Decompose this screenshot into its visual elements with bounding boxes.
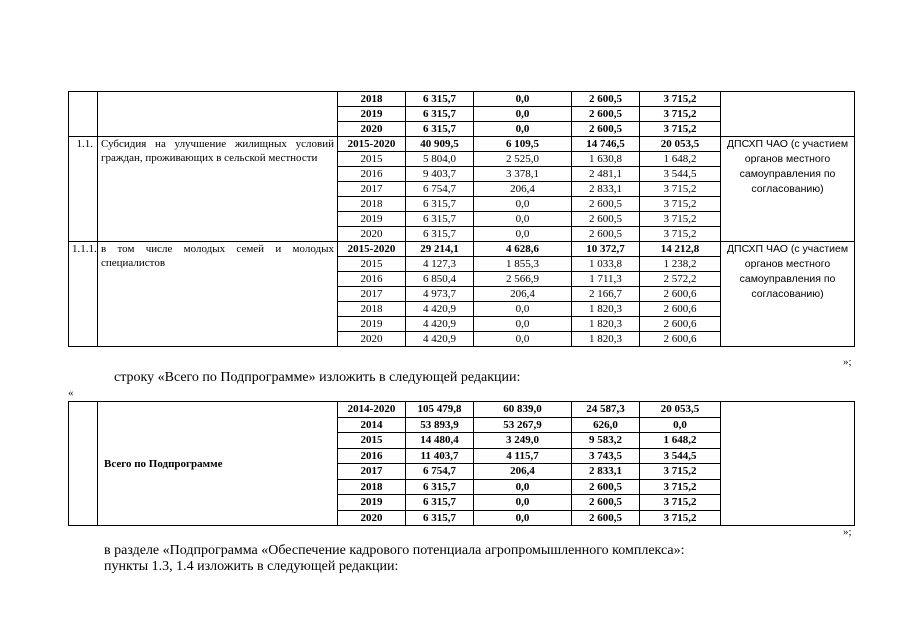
value-cell: 4 115,7 (474, 448, 572, 464)
value-cell: 53 267,9 (474, 417, 572, 433)
value-cell: 206,4 (474, 182, 572, 197)
value-cell: 20 053,5 (640, 402, 721, 418)
value-cell: 2 600,5 (572, 227, 640, 242)
value-cell: 1 238,2 (640, 257, 721, 272)
value-cell: 14 746,5 (572, 137, 640, 152)
value-cell: 60 839,0 (474, 402, 572, 418)
value-cell: 0,0 (474, 92, 572, 107)
value-cell: 0,0 (474, 302, 572, 317)
row-name-cell (98, 92, 338, 137)
row-name-cell: в том числе молодых семей и молодых специалистов (98, 242, 338, 347)
year-cell: 2015 (338, 433, 406, 449)
table-row (69, 137, 855, 152)
total-table-body (69, 402, 855, 526)
year-cell: 2014-2020 (338, 402, 406, 418)
value-cell: 3 715,2 (640, 495, 721, 511)
value-cell: 6 315,7 (406, 510, 474, 526)
year-cell: 2015-2020 (338, 137, 406, 152)
value-cell: 3 544,5 (640, 167, 721, 182)
value-cell: 6 315,7 (406, 495, 474, 511)
value-cell: 2 166,7 (572, 287, 640, 302)
table-row (69, 242, 855, 257)
value-cell: 4 420,9 (406, 317, 474, 332)
value-cell: 2 572,2 (640, 272, 721, 287)
value-cell: 6 315,7 (406, 212, 474, 227)
value-cell: 3 715,2 (640, 197, 721, 212)
value-cell: 1 711,3 (572, 272, 640, 287)
value-cell: 6 315,7 (406, 479, 474, 495)
row-number-cell (69, 402, 98, 526)
value-cell: 6 315,7 (406, 107, 474, 122)
year-cell: 2019 (338, 212, 406, 227)
row-name-cell: Субсидия на улучшение жилищных условий граждан, проживающих в сельской местности (98, 137, 338, 242)
value-cell: 0,0 (474, 332, 572, 347)
year-cell: 2017 (338, 464, 406, 480)
year-cell: 2020 (338, 227, 406, 242)
value-cell: 0,0 (474, 197, 572, 212)
table-row (69, 402, 855, 418)
opening-quote-mark: « (68, 387, 74, 399)
value-cell: 24 587,3 (572, 402, 640, 418)
value-cell: 3 715,2 (640, 510, 721, 526)
value-cell: 40 909,5 (406, 137, 474, 152)
value-cell: 1 648,2 (640, 152, 721, 167)
value-cell: 1 648,2 (640, 433, 721, 449)
value-cell: 6 754,7 (406, 182, 474, 197)
value-cell: 6 315,7 (406, 122, 474, 137)
year-cell: 2019 (338, 495, 406, 511)
value-cell: 0,0 (474, 107, 572, 122)
value-cell: 2 600,5 (572, 107, 640, 122)
value-cell: 2 600,5 (572, 212, 640, 227)
value-cell: 10 372,7 (572, 242, 640, 257)
total-table (68, 401, 855, 526)
closing-quote-mark: »; (843, 356, 852, 368)
value-cell: 0,0 (474, 227, 572, 242)
value-cell: 2 481,1 (572, 167, 640, 182)
year-cell: 2015-2020 (338, 242, 406, 257)
value-cell: 9 403,7 (406, 167, 474, 182)
value-cell: 1 033,8 (572, 257, 640, 272)
value-cell: 2 600,5 (572, 197, 640, 212)
value-cell: 4 420,9 (406, 302, 474, 317)
value-cell: 53 893,9 (406, 417, 474, 433)
closing-quote-mark-2: »; (843, 526, 852, 538)
value-cell: 29 214,1 (406, 242, 474, 257)
value-cell: 6 315,7 (406, 227, 474, 242)
year-cell: 2014 (338, 417, 406, 433)
value-cell: 6 315,7 (406, 92, 474, 107)
value-cell: 105 479,8 (406, 402, 474, 418)
value-cell: 0,0 (474, 317, 572, 332)
row-number-cell: 1.1.1. (69, 242, 98, 347)
value-cell: 0,0 (474, 122, 572, 137)
year-cell: 2019 (338, 107, 406, 122)
value-cell: 4 973,7 (406, 287, 474, 302)
section-paragraph: в разделе «Подпрограмма «Обеспечение кадрового потенциала агропромышленного комплекса»: (104, 543, 685, 558)
value-cell: 2 600,6 (640, 302, 721, 317)
value-cell: 3 715,2 (640, 182, 721, 197)
value-cell: 3 715,2 (640, 479, 721, 495)
row-number-cell (69, 92, 98, 137)
value-cell: 6 754,7 (406, 464, 474, 480)
value-cell: 14 212,8 (640, 242, 721, 257)
year-cell: 2017 (338, 182, 406, 197)
value-cell: 3 715,2 (640, 464, 721, 480)
value-cell: 2 833,1 (572, 182, 640, 197)
value-cell: 3 715,2 (640, 122, 721, 137)
value-cell: 6 315,7 (406, 197, 474, 212)
value-cell: 1 630,8 (572, 152, 640, 167)
value-cell: 3 544,5 (640, 448, 721, 464)
subprogram-table-body (69, 92, 855, 347)
row-number-cell: 1.1. (69, 137, 98, 242)
value-cell: 3 378,1 (474, 167, 572, 182)
subprogram-table (68, 91, 855, 347)
value-cell: 5 804,0 (406, 152, 474, 167)
value-cell: 3 743,5 (572, 448, 640, 464)
value-cell: 2 600,5 (572, 510, 640, 526)
year-cell: 2020 (338, 510, 406, 526)
value-cell: 2 600,6 (640, 332, 721, 347)
year-cell: 2019 (338, 317, 406, 332)
value-cell: 2 600,5 (572, 122, 640, 137)
value-cell: 6 850,4 (406, 272, 474, 287)
year-cell: 2016 (338, 272, 406, 287)
value-cell: 2 600,5 (572, 495, 640, 511)
year-cell: 2018 (338, 302, 406, 317)
value-cell: 0,0 (474, 479, 572, 495)
value-cell: 1 855,3 (474, 257, 572, 272)
value-cell: 2 600,6 (640, 287, 721, 302)
value-cell: 3 715,2 (640, 92, 721, 107)
value-cell: 3 249,0 (474, 433, 572, 449)
year-cell: 2016 (338, 448, 406, 464)
table-row (69, 92, 855, 107)
value-cell: 626,0 (572, 417, 640, 433)
year-cell: 2020 (338, 332, 406, 347)
value-cell: 0,0 (474, 212, 572, 227)
value-cell: 2 833,1 (572, 464, 640, 480)
value-cell: 0,0 (474, 510, 572, 526)
value-cell: 3 715,2 (640, 212, 721, 227)
year-cell: 2020 (338, 122, 406, 137)
year-cell: 2016 (338, 167, 406, 182)
value-cell: 3 715,2 (640, 227, 721, 242)
value-cell: 4 628,6 (474, 242, 572, 257)
items-paragraph: пункты 1.3, 1.4 изложить в следующей редакции: (104, 559, 399, 574)
year-cell: 2015 (338, 152, 406, 167)
year-cell: 2017 (338, 287, 406, 302)
value-cell: 9 583,2 (572, 433, 640, 449)
value-cell: 6 109,5 (474, 137, 572, 152)
value-cell: 3 715,2 (640, 107, 721, 122)
year-cell: 2018 (338, 92, 406, 107)
value-cell: 20 053,5 (640, 137, 721, 152)
value-cell: 0,0 (474, 495, 572, 511)
value-cell: 206,4 (474, 287, 572, 302)
value-cell: 1 820,3 (572, 317, 640, 332)
value-cell: 1 820,3 (572, 302, 640, 317)
value-cell: 2 600,6 (640, 317, 721, 332)
value-cell: 2 600,5 (572, 479, 640, 495)
value-cell: 4 127,3 (406, 257, 474, 272)
instruction-paragraph: строку «Всего по Подпрограмме» изложить в следующей редакции: (114, 370, 521, 385)
value-cell: 2 600,5 (572, 92, 640, 107)
value-cell: 14 480,4 (406, 433, 474, 449)
value-cell: 0,0 (640, 417, 721, 433)
year-cell: 2018 (338, 197, 406, 212)
responsible-cell (721, 92, 855, 137)
year-cell: 2015 (338, 257, 406, 272)
value-cell: 206,4 (474, 464, 572, 480)
value-cell: 1 820,3 (572, 332, 640, 347)
year-cell: 2018 (338, 479, 406, 495)
responsible-cell (721, 402, 855, 526)
responsible-cell: ДПСХП ЧАО (с участием органов местного самоуправления по согласованию) (721, 242, 855, 347)
total-label-cell: Всего по Подпрограмме (98, 402, 338, 526)
value-cell: 2 566,9 (474, 272, 572, 287)
responsible-cell: ДПСХП ЧАО (с участием органов местного самоуправления по согласованию) (721, 137, 855, 242)
value-cell: 4 420,9 (406, 332, 474, 347)
value-cell: 2 525,0 (474, 152, 572, 167)
value-cell: 11 403,7 (406, 448, 474, 464)
